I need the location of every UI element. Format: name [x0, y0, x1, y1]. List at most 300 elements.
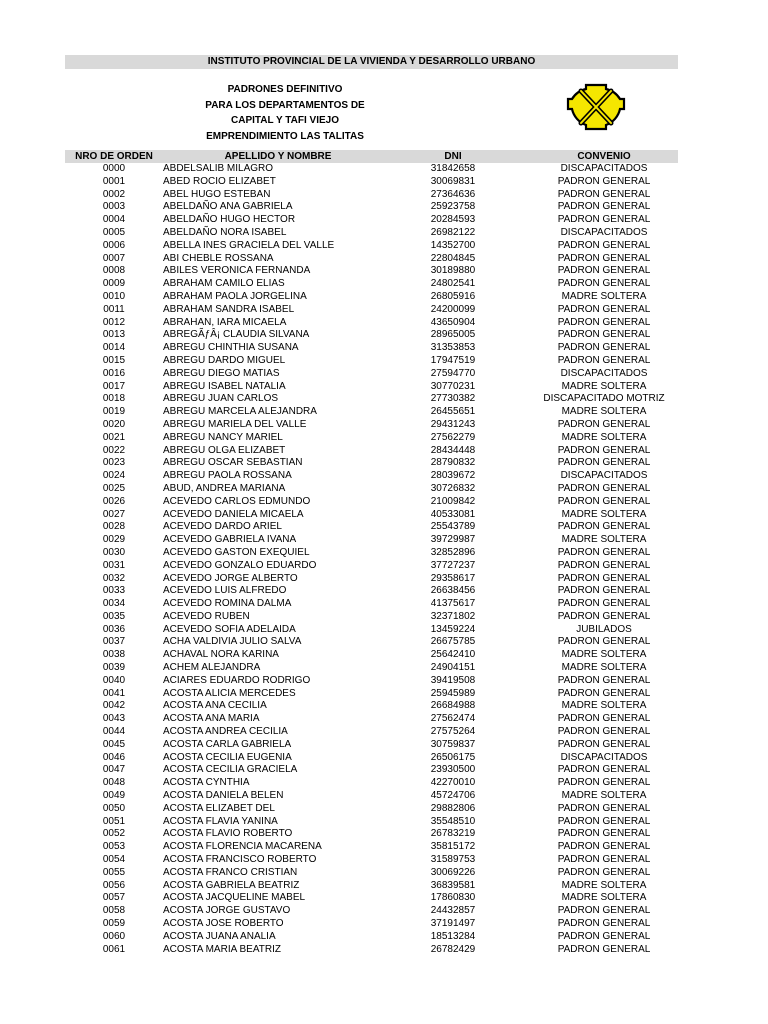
table-row	[65, 265, 678, 278]
cell-order: 0009	[102, 278, 126, 290]
table-row	[65, 355, 678, 368]
cell-dni: 26675785	[430, 636, 476, 648]
cell-order: 0050	[102, 802, 126, 814]
column-header-convenio: CONVENIO	[577, 151, 631, 162]
cell-convenio: PADRON GENERAL	[557, 303, 651, 315]
cell-convenio: PADRON GENERAL	[557, 559, 651, 571]
cell-convenio: PADRON GENERAL	[557, 188, 651, 200]
cell-order: 0057	[102, 892, 126, 904]
cell-convenio: DISCAPACITADOS	[560, 163, 648, 174]
cell-name: ACOSTA CECILIA GRACIELA	[163, 764, 298, 776]
cell-order: 0025	[102, 482, 126, 494]
cell-name: ABREGU NANCY MARIEL	[163, 431, 283, 443]
cell-convenio: PADRON GENERAL	[557, 521, 651, 533]
cell-name: ACOSTA FLAVIA YANINA	[163, 815, 278, 827]
cell-dni: 30759837	[430, 738, 476, 750]
table-row	[65, 406, 678, 419]
cell-dni: 17860830	[430, 892, 476, 904]
cell-dni: 39729987	[430, 534, 476, 546]
cell-name: ACHEM ALEJANDRA	[163, 662, 261, 674]
cell-dni: 27562279	[430, 431, 476, 443]
cell-convenio: PADRON GENERAL	[557, 175, 651, 187]
cell-dni: 43650904	[430, 316, 476, 328]
cell-order: 0047	[102, 764, 126, 776]
cell-order: 0049	[102, 790, 126, 802]
cell-dni: 14352700	[430, 239, 476, 251]
cell-name: ABUD, ANDREA MARIANA	[163, 482, 286, 494]
cell-name: ABREGU OLGA ELIZABET	[163, 444, 286, 456]
cell-name: ACOSTA FLORENCIA MACARENA	[163, 841, 322, 853]
cell-name: ACOSTA JUANA ANALIA	[163, 930, 276, 942]
cell-convenio: PADRON GENERAL	[557, 598, 651, 610]
cell-dni: 28965005	[430, 329, 476, 341]
table-row	[65, 278, 678, 291]
cell-name: ABRAHAM SANDRA ISABEL	[163, 303, 295, 315]
cell-dni: 24904151	[430, 662, 476, 674]
cell-name: ABREGU PAOLA ROSSANA	[163, 470, 292, 482]
cell-name: ABRAHAM PAOLA JORGELINA	[163, 290, 307, 302]
table-row	[65, 304, 678, 317]
cell-name: ABEL HUGO ESTEBAN	[163, 188, 271, 200]
cell-dni: 28039672	[430, 470, 476, 482]
institution-banner	[65, 55, 678, 69]
table-row	[65, 918, 678, 931]
cell-dni: 26684988	[430, 700, 476, 712]
table-row	[65, 803, 678, 816]
cell-dni: 30189880	[430, 265, 476, 277]
cell-dni: 25945989	[430, 687, 476, 699]
cell-order: 0021	[102, 431, 126, 443]
cell-name: ACOSTA MARIA BEATRIZ	[163, 943, 281, 955]
cell-convenio: JUBILADOS	[576, 623, 632, 635]
cell-order: 0013	[102, 329, 126, 341]
column-header-order: NRO DE ORDEN	[75, 151, 153, 162]
table-row	[65, 611, 678, 624]
cell-name: ACOSTA ALICIA MERCEDES	[163, 687, 296, 699]
cell-convenio: PADRON GENERAL	[557, 585, 651, 597]
cell-convenio: MADRE SOLTERA	[561, 534, 647, 546]
column-header-name: APELLIDO Y NOMBRE	[224, 151, 332, 162]
cell-convenio: PADRON GENERAL	[557, 457, 651, 469]
cell-convenio: PADRON GENERAL	[557, 495, 651, 507]
cell-order: 0034	[102, 598, 126, 610]
cell-convenio: PADRON GENERAL	[557, 764, 651, 776]
cell-name: ACEVEDO RUBEN	[163, 610, 250, 622]
cell-name: ACEVEDO ROMINA DALMA	[163, 598, 292, 610]
cell-convenio: MADRE SOLTERA	[561, 431, 647, 443]
table-header	[65, 150, 678, 163]
cell-dni: 28790832	[430, 457, 476, 469]
cell-dni: 30770231	[430, 380, 476, 392]
cell-convenio: PADRON GENERAL	[557, 265, 651, 277]
table-row	[65, 521, 678, 534]
cell-convenio: PADRON GENERAL	[557, 930, 651, 942]
table-row	[65, 867, 678, 880]
cell-dni: 30069226	[430, 866, 476, 878]
cell-name: ACHAVAL NORA KARINA	[163, 649, 279, 661]
table-row	[65, 189, 678, 202]
cell-order: 0058	[102, 905, 126, 917]
cell-order: 0026	[102, 495, 126, 507]
cell-convenio: DISCAPACITADOS	[560, 751, 648, 763]
cell-convenio: PADRON GENERAL	[557, 239, 651, 251]
table-row	[65, 713, 678, 726]
cell-name: ABREGU CHINTHIA SUSANA	[163, 342, 299, 354]
cell-dni: 32852896	[430, 546, 476, 558]
cell-dni: 21009842	[430, 495, 476, 507]
cell-order: 0060	[102, 930, 126, 942]
cell-name: ACEVEDO CARLOS EDMUNDO	[163, 495, 311, 507]
cell-convenio: PADRON GENERAL	[557, 841, 651, 853]
cell-dni: 39419508	[430, 674, 476, 686]
table-row	[65, 163, 678, 176]
cell-name: ACOSTA DANIELA BELEN	[163, 790, 284, 802]
cell-name: ACEVEDO SOFIA ADELAIDA	[163, 623, 296, 635]
cell-order: 0032	[102, 572, 126, 584]
cell-name: ACEVEDO DARDO ARIEL	[163, 521, 282, 533]
cell-name: ACEVEDO LUIS ALFREDO	[163, 585, 287, 597]
cell-convenio: PADRON GENERAL	[557, 214, 651, 226]
table-row	[65, 253, 678, 266]
cell-convenio: PADRON GENERAL	[557, 201, 651, 213]
table-row	[65, 892, 678, 905]
cell-order: 0007	[102, 252, 126, 264]
cell-order: 0002	[102, 188, 126, 200]
cell-dni: 26982122	[430, 226, 476, 238]
cell-dni: 25642410	[430, 649, 476, 661]
cell-dni: 32371802	[430, 610, 476, 622]
cell-order: 0052	[102, 828, 126, 840]
table-row	[65, 445, 678, 458]
table-row	[65, 688, 678, 701]
cell-dni: 42270010	[430, 777, 476, 789]
cell-dni: 13459224	[430, 623, 476, 635]
table-row	[65, 675, 678, 688]
cell-convenio: MADRE SOLTERA	[561, 662, 647, 674]
cell-order: 0028	[102, 521, 126, 533]
table-row	[65, 227, 678, 240]
table-row	[65, 662, 678, 675]
cell-name: ABELLA INES GRACIELA DEL VALLE	[163, 239, 335, 251]
cell-order: 0031	[102, 559, 126, 571]
cell-order: 0053	[102, 841, 126, 853]
cell-convenio: MADRE SOLTERA	[561, 380, 647, 392]
cell-convenio: MADRE SOLTERA	[561, 290, 647, 302]
cell-name: ABREGU DIEGO MATIAS	[163, 367, 280, 379]
table-row	[65, 342, 678, 355]
table-row	[65, 726, 678, 739]
cell-name: ABED ROCIO ELIZABET	[163, 175, 276, 187]
cell-order: 0027	[102, 508, 126, 520]
cell-name: ACOSTA CECILIA EUGENIA	[163, 751, 292, 763]
cell-convenio: PADRON GENERAL	[557, 918, 651, 930]
cell-dni: 27562474	[430, 713, 476, 725]
cell-dni: 27730382	[430, 393, 476, 405]
table-row	[65, 432, 678, 445]
table-row	[65, 496, 678, 509]
cell-convenio: MADRE SOLTERA	[561, 892, 647, 904]
cell-dni: 26782429	[430, 943, 476, 955]
cell-dni: 31353853	[430, 342, 476, 354]
cell-order: 0041	[102, 687, 126, 699]
cell-order: 0014	[102, 342, 126, 354]
cell-dni: 26455651	[430, 406, 476, 418]
cell-order: 0036	[102, 623, 126, 635]
cell-order: 0004	[102, 214, 126, 226]
cell-convenio: DISCAPACITADOS	[560, 226, 648, 238]
table-row	[65, 739, 678, 752]
table-row	[65, 291, 678, 304]
cell-order: 0023	[102, 457, 126, 469]
cell-order: 0033	[102, 585, 126, 597]
cell-order: 0054	[102, 854, 126, 866]
cell-order: 0000	[102, 163, 126, 174]
table-row	[65, 841, 678, 854]
cell-order: 0008	[102, 265, 126, 277]
cell-convenio: PADRON GENERAL	[557, 278, 651, 290]
cell-convenio: PADRON GENERAL	[557, 316, 651, 328]
cell-convenio: PADRON GENERAL	[557, 572, 651, 584]
table-row	[65, 573, 678, 586]
cell-dni: 40533081	[430, 508, 476, 520]
cell-dni: 18513284	[430, 930, 476, 942]
cell-dni: 24802541	[430, 278, 476, 290]
cell-convenio: DISCAPACITADOS	[560, 470, 648, 482]
table-row	[65, 368, 678, 381]
cell-name: ABREGU OSCAR SEBASTIAN	[163, 457, 303, 469]
cell-name: ACOSTA GABRIELA BEATRIZ	[163, 879, 300, 891]
cell-name: ACOSTA FRANCO CRISTIAN	[163, 866, 298, 878]
cell-name: ABDELSALIB MILAGRO	[163, 163, 274, 174]
cell-dni: 26506175	[430, 751, 476, 763]
table-row	[65, 483, 678, 496]
cell-order: 0011	[103, 303, 125, 315]
table-row	[65, 944, 678, 957]
cell-order: 0030	[102, 546, 126, 558]
cell-dni: 45724706	[430, 790, 476, 802]
cell-order: 0044	[102, 726, 126, 738]
cell-convenio: PADRON GENERAL	[557, 674, 651, 686]
cell-order: 0039	[102, 662, 126, 674]
cell-name: ACEVEDO DANIELA MICAELA	[163, 508, 304, 520]
cell-dni: 27594770	[430, 367, 476, 379]
cell-order: 0046	[102, 751, 126, 763]
cell-convenio: PADRON GENERAL	[557, 777, 651, 789]
cell-dni: 35815172	[430, 841, 476, 853]
table-row	[65, 816, 678, 829]
cell-name: ABELDAÑO HUGO HECTOR	[163, 214, 296, 226]
cell-order: 0045	[102, 738, 126, 750]
cell-order: 0022	[102, 444, 126, 456]
cell-order: 0037	[102, 636, 126, 648]
table-row	[65, 393, 678, 406]
cell-name: ACEVEDO GONZALO EDUARDO	[163, 559, 317, 571]
cell-convenio: PADRON GENERAL	[557, 854, 651, 866]
table-row	[65, 854, 678, 867]
cell-dni: 30726832	[430, 482, 476, 494]
table-row	[65, 636, 678, 649]
cell-dni: 28434448	[430, 444, 476, 456]
cell-name: ACOSTA CARLA GABRIELA	[163, 738, 292, 750]
cell-convenio: PADRON GENERAL	[557, 252, 651, 264]
cell-dni: 22804845	[430, 252, 476, 264]
cell-order: 0029	[102, 534, 126, 546]
cell-name: ACOSTA JORGE GUSTAVO	[163, 905, 291, 917]
table-row	[65, 509, 678, 522]
subtitle-line: EMPRENDIMIENTO LAS TALITAS	[206, 130, 364, 142]
cell-order: 0035	[102, 610, 126, 622]
table-row	[65, 905, 678, 918]
cell-convenio: PADRON GENERAL	[557, 713, 651, 725]
cell-order: 0059	[102, 918, 126, 930]
cell-name: ABELDAÑO NORA ISABEL	[163, 226, 287, 238]
cell-dni: 26783219	[430, 828, 476, 840]
table-row	[65, 790, 678, 803]
cell-convenio: PADRON GENERAL	[557, 828, 651, 840]
cell-name: ACOSTA JACQUELINE MABEL	[163, 892, 306, 904]
cell-name: ACIARES EDUARDO RODRIGO	[163, 674, 311, 686]
cell-name: ACOSTA ELIZABET DEL	[163, 802, 275, 814]
cell-convenio: PADRON GENERAL	[557, 610, 651, 622]
cell-dni: 24432857	[430, 905, 476, 917]
cell-convenio: PADRON GENERAL	[557, 802, 651, 814]
table-row	[65, 598, 678, 611]
ipvdu-logo-icon	[560, 79, 632, 135]
institution-title: INSTITUTO PROVINCIAL DE LA VIVIENDA Y DESARROLLO URBANO	[207, 56, 536, 67]
cell-order: 0018	[102, 393, 126, 405]
table-row	[65, 560, 678, 573]
cell-convenio: PADRON GENERAL	[557, 726, 651, 738]
cell-convenio: PADRON GENERAL	[557, 687, 651, 699]
cell-name: ACHA VALDIVIA JULIO SALVA	[163, 636, 302, 648]
table-row	[65, 534, 678, 547]
cell-name: ACOSTA CYNTHIA	[163, 777, 250, 789]
cell-name: ACOSTA JOSE ROBERTO	[163, 918, 284, 930]
cell-order: 0012	[102, 316, 126, 328]
table-row	[65, 931, 678, 944]
cell-dni: 37727237	[430, 559, 476, 571]
table-row	[65, 880, 678, 893]
cell-convenio: MADRE SOLTERA	[561, 649, 647, 661]
table-row	[65, 201, 678, 214]
cell-order: 0017	[102, 380, 126, 392]
document-subtitle	[170, 82, 400, 144]
cell-order: 0003	[102, 201, 126, 213]
table-row	[65, 828, 678, 841]
cell-name: ABI CHEBLE ROSSANA	[163, 252, 274, 264]
cell-name: ABREGU MARIELA DEL VALLE	[163, 418, 307, 430]
cell-dni: 31842658	[430, 163, 476, 174]
cell-name: ABREGU MARCELA ALEJANDRA	[163, 406, 317, 418]
cell-dni: 25543789	[430, 521, 476, 533]
cell-convenio: PADRON GENERAL	[557, 943, 651, 955]
cell-order: 0055	[102, 866, 126, 878]
cell-convenio: PADRON GENERAL	[557, 636, 651, 648]
cell-name: ACEVEDO GABRIELA IVANA	[163, 534, 297, 546]
table-row	[65, 381, 678, 394]
cell-dni: 27364636	[430, 188, 476, 200]
cell-name: ACOSTA ANDREA CECILIA	[163, 726, 288, 738]
cell-convenio: PADRON GENERAL	[557, 738, 651, 750]
table-row	[65, 547, 678, 560]
cell-dni: 30069831	[430, 175, 476, 187]
cell-name: ACOSTA FLAVIO ROBERTO	[163, 828, 293, 840]
cell-order: 0016	[102, 367, 126, 379]
cell-name: ABREGU JUAN CARLOS	[163, 393, 279, 405]
cell-name: ACEVEDO JORGE ALBERTO	[163, 572, 298, 584]
cell-dni: 25923758	[430, 201, 476, 213]
cell-order: 0048	[102, 777, 126, 789]
cell-name: ACOSTA ANA MARIA	[163, 713, 260, 725]
cell-convenio: MADRE SOLTERA	[561, 406, 647, 418]
table-row	[65, 700, 678, 713]
cell-order: 0040	[102, 674, 126, 686]
cell-dni: 37191497	[430, 918, 476, 930]
table-row	[65, 419, 678, 432]
table-row	[65, 240, 678, 253]
table-row	[65, 649, 678, 662]
cell-dni: 24200099	[430, 303, 476, 315]
table-row	[65, 457, 678, 470]
cell-order: 0051	[102, 815, 126, 827]
cell-order: 0038	[102, 649, 126, 661]
table-row	[65, 752, 678, 765]
cell-convenio: PADRON GENERAL	[557, 342, 651, 354]
cell-convenio: MADRE SOLTERA	[561, 879, 647, 891]
column-header-dni: DNI	[444, 151, 462, 162]
cell-dni: 35548510	[430, 815, 476, 827]
cell-name: ACEVEDO GASTON EXEQUIEL	[163, 546, 310, 558]
cell-name: ABILES VERONICA FERNANDA	[163, 265, 311, 277]
cell-order: 0010	[102, 290, 126, 302]
cell-convenio: PADRON GENERAL	[557, 418, 651, 430]
cell-convenio: PADRON GENERAL	[557, 482, 651, 494]
cell-dni: 26638456	[430, 585, 476, 597]
cell-order: 0019	[102, 406, 126, 418]
cell-order: 0015	[102, 354, 126, 366]
cell-convenio: PADRON GENERAL	[557, 905, 651, 917]
cell-name: ABRAHAN, IARA MICAELA	[163, 316, 287, 328]
cell-dni: 29358617	[430, 572, 476, 584]
cell-order: 0024	[102, 470, 126, 482]
cell-order: 0001	[102, 175, 126, 187]
cell-name: ACOSTA FRANCISCO ROBERTO	[163, 854, 317, 866]
cell-order: 0056	[102, 879, 126, 891]
subtitle-line: PARA LOS DEPARTAMENTOS DE	[205, 99, 365, 111]
cell-dni: 23930500	[430, 764, 476, 776]
cell-convenio: MADRE SOLTERA	[561, 700, 647, 712]
table-row	[65, 777, 678, 790]
cell-name: ABREGU ISABEL NATALIA	[163, 380, 286, 392]
cell-order: 0061	[102, 943, 126, 955]
logo-graphic	[560, 79, 632, 135]
cell-dni: 29431243	[430, 418, 476, 430]
table-row	[65, 317, 678, 330]
cell-convenio: MADRE SOLTERA	[561, 508, 647, 520]
cell-order: 0043	[102, 713, 126, 725]
table-body	[65, 163, 678, 956]
cell-order: 0005	[102, 226, 126, 238]
cell-convenio: PADRON GENERAL	[557, 444, 651, 456]
cell-dni: 20284593	[430, 214, 476, 226]
cell-convenio: MADRE SOLTERA	[561, 790, 647, 802]
cell-order: 0006	[102, 239, 126, 251]
subtitle-line: CAPITAL Y TAFI VIEJO	[231, 115, 339, 126]
cell-convenio: DISCAPACITADO MOTRIZ	[543, 393, 665, 405]
cell-convenio: PADRON GENERAL	[557, 546, 651, 558]
cell-order: 0020	[102, 418, 126, 430]
cell-dni: 31589753	[430, 854, 476, 866]
